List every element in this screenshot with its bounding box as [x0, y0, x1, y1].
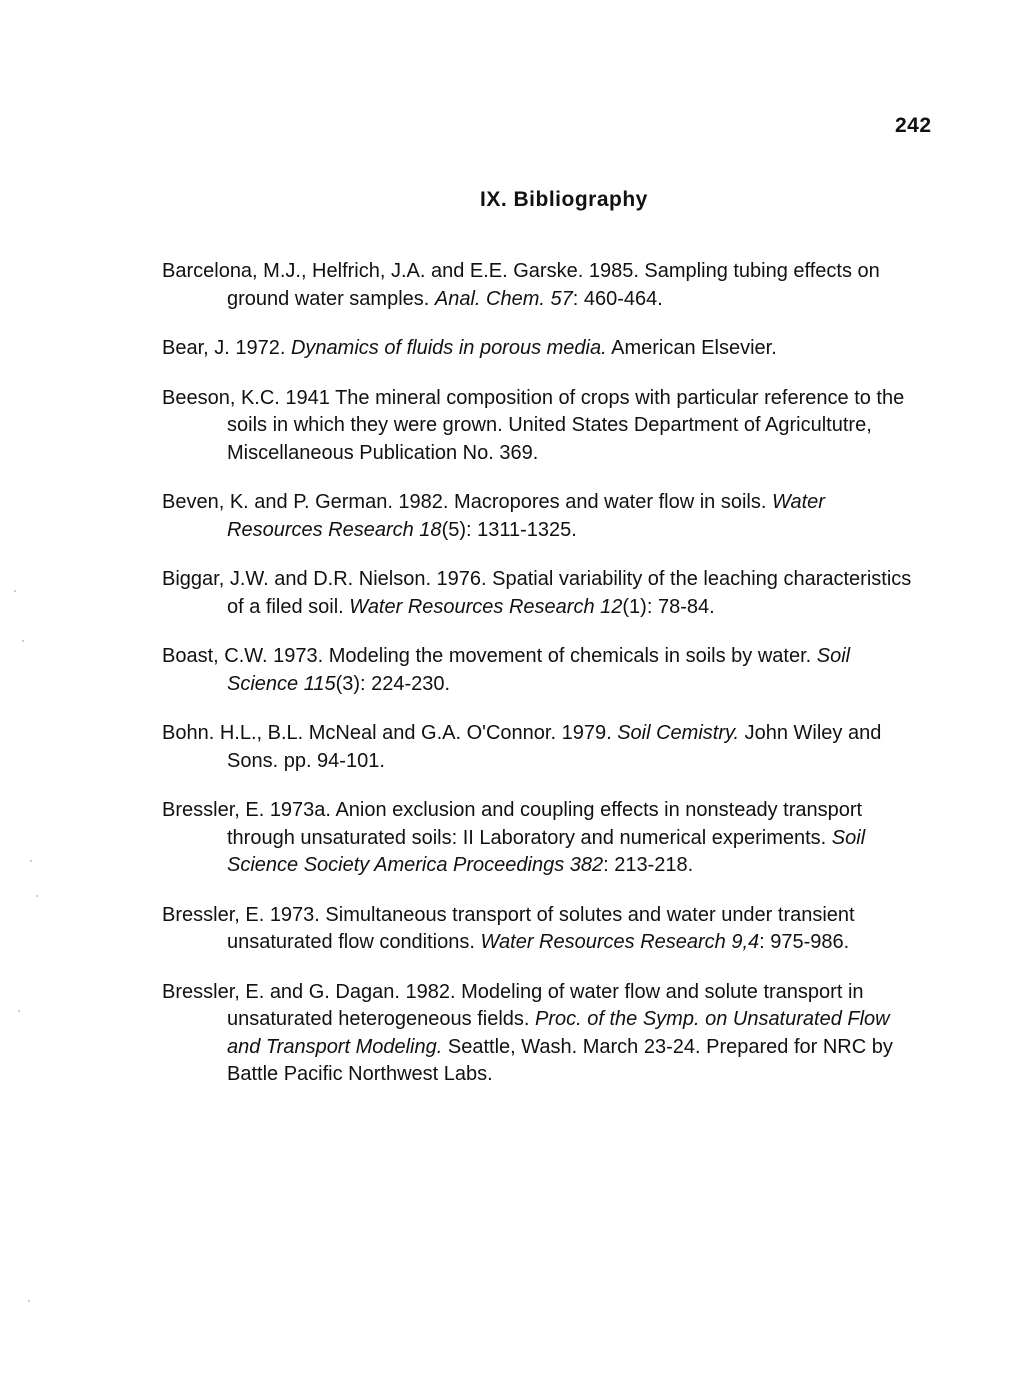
bibliography-entry: Bressler, E. and G. Dagan. 1982. Modeling of water flow and solute transport in unsaturated heterogeneous fields. Proc. of the Symp. on Unsaturated Flow and Transport Modeling. Seattle, Wash. March 23-24. Prepared for NRC by Battle Pacific Northwest Labs. [162, 980, 893, 1085]
bibliography-entry: Beven, K. and P. German. 1982. Macropores and water flow in soils. Water Resources Research 18(5): 1311-1325. [162, 491, 825, 541]
scan-speck [30, 860, 32, 862]
page-number: 242 [895, 114, 932, 137]
bibliography-entry: Biggar, J.W. and D.R. Nielson. 1976. Spatial variability of the leaching characteristics of a filed soil. Water Resources Research 12(1): 78-84. [162, 568, 912, 618]
scan-speck [18, 1010, 20, 1012]
bibliography-entry: Bressler, E. 1973a. Anion exclusion and coupling effects in nonsteady transport through unsaturated soils: II Laboratory and numerical experiments. Soil Science Society America Proceedings 382: 213-218. [162, 799, 866, 876]
bibliography-list [162, 258, 922, 1111]
section-title: IX. Bibliography [480, 188, 648, 211]
bibliography-entry: Beeson, K.C. 1941 The mineral composition of crops with particular reference to the soils in which they were grown. United States Department of Agricultutre, Miscellaneous Publication No. 369. [162, 386, 905, 464]
bibliography-entry: Bohn. H.L., B.L. McNeal and G.A. O'Connor. 1979. Soil Cemistry. John Wiley and Sons. pp. 94-101. [162, 722, 882, 772]
bibliography-entry: Barcelona, M.J., Helfrich, J.A. and E.E. Garske. 1985. Sampling tubing effects on ground water samples. Anal. Chem. 57: 460-464. [162, 260, 880, 310]
scan-speck [22, 640, 24, 642]
bibliography-entry: Bear, J. 1972. Dynamics of fluids in porous media. American Elsevier. [162, 337, 777, 359]
scan-speck [36, 895, 38, 897]
bibliography-entry: Bressler, E. 1973. Simultaneous transport of solutes and water under transient unsaturated flow conditions. Water Resources Research 9,4: 975-986. [162, 903, 855, 953]
bibliography-entry: Boast, C.W. 1973. Modeling the movement of chemicals in soils by water. Soil Science 115(3): 224-230. [162, 645, 851, 695]
scan-speck [14, 590, 16, 592]
scan-speck [28, 1300, 30, 1302]
